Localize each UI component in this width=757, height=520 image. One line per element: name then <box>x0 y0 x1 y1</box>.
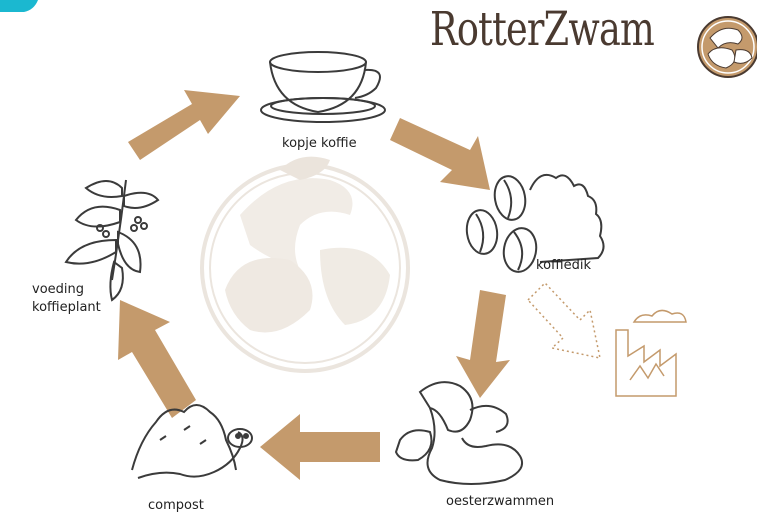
dotted-arrow-to-factory <box>528 283 600 358</box>
arrow-grounds-to-mushrooms <box>456 290 510 398</box>
arrow-plant-to-cup <box>128 90 240 160</box>
factory-icon <box>616 310 686 396</box>
arrow-mushrooms-to-compost <box>260 414 380 480</box>
label-kopje-koffie: kopje koffie <box>282 136 357 151</box>
label-compost: compost <box>148 498 204 513</box>
label-koffieplant: koffieplant <box>32 300 101 315</box>
arrow-compost-to-plant <box>118 300 196 418</box>
watermark-logo-icon <box>202 157 408 371</box>
corner-accent <box>0 0 38 12</box>
label-oesterzwammen: oesterzwammen <box>446 494 555 509</box>
compost-worm-icon <box>132 405 252 478</box>
label-voeding: voeding <box>32 282 84 297</box>
oyster-mushroom-icon <box>396 382 522 484</box>
label-koffiedik: koffiedik <box>536 258 591 273</box>
coffee-cup-icon <box>261 52 385 122</box>
arrow-cup-to-grounds <box>390 118 490 190</box>
mushroom-logo-icon <box>698 17 757 77</box>
brand-name: RotterZwam <box>430 2 655 57</box>
